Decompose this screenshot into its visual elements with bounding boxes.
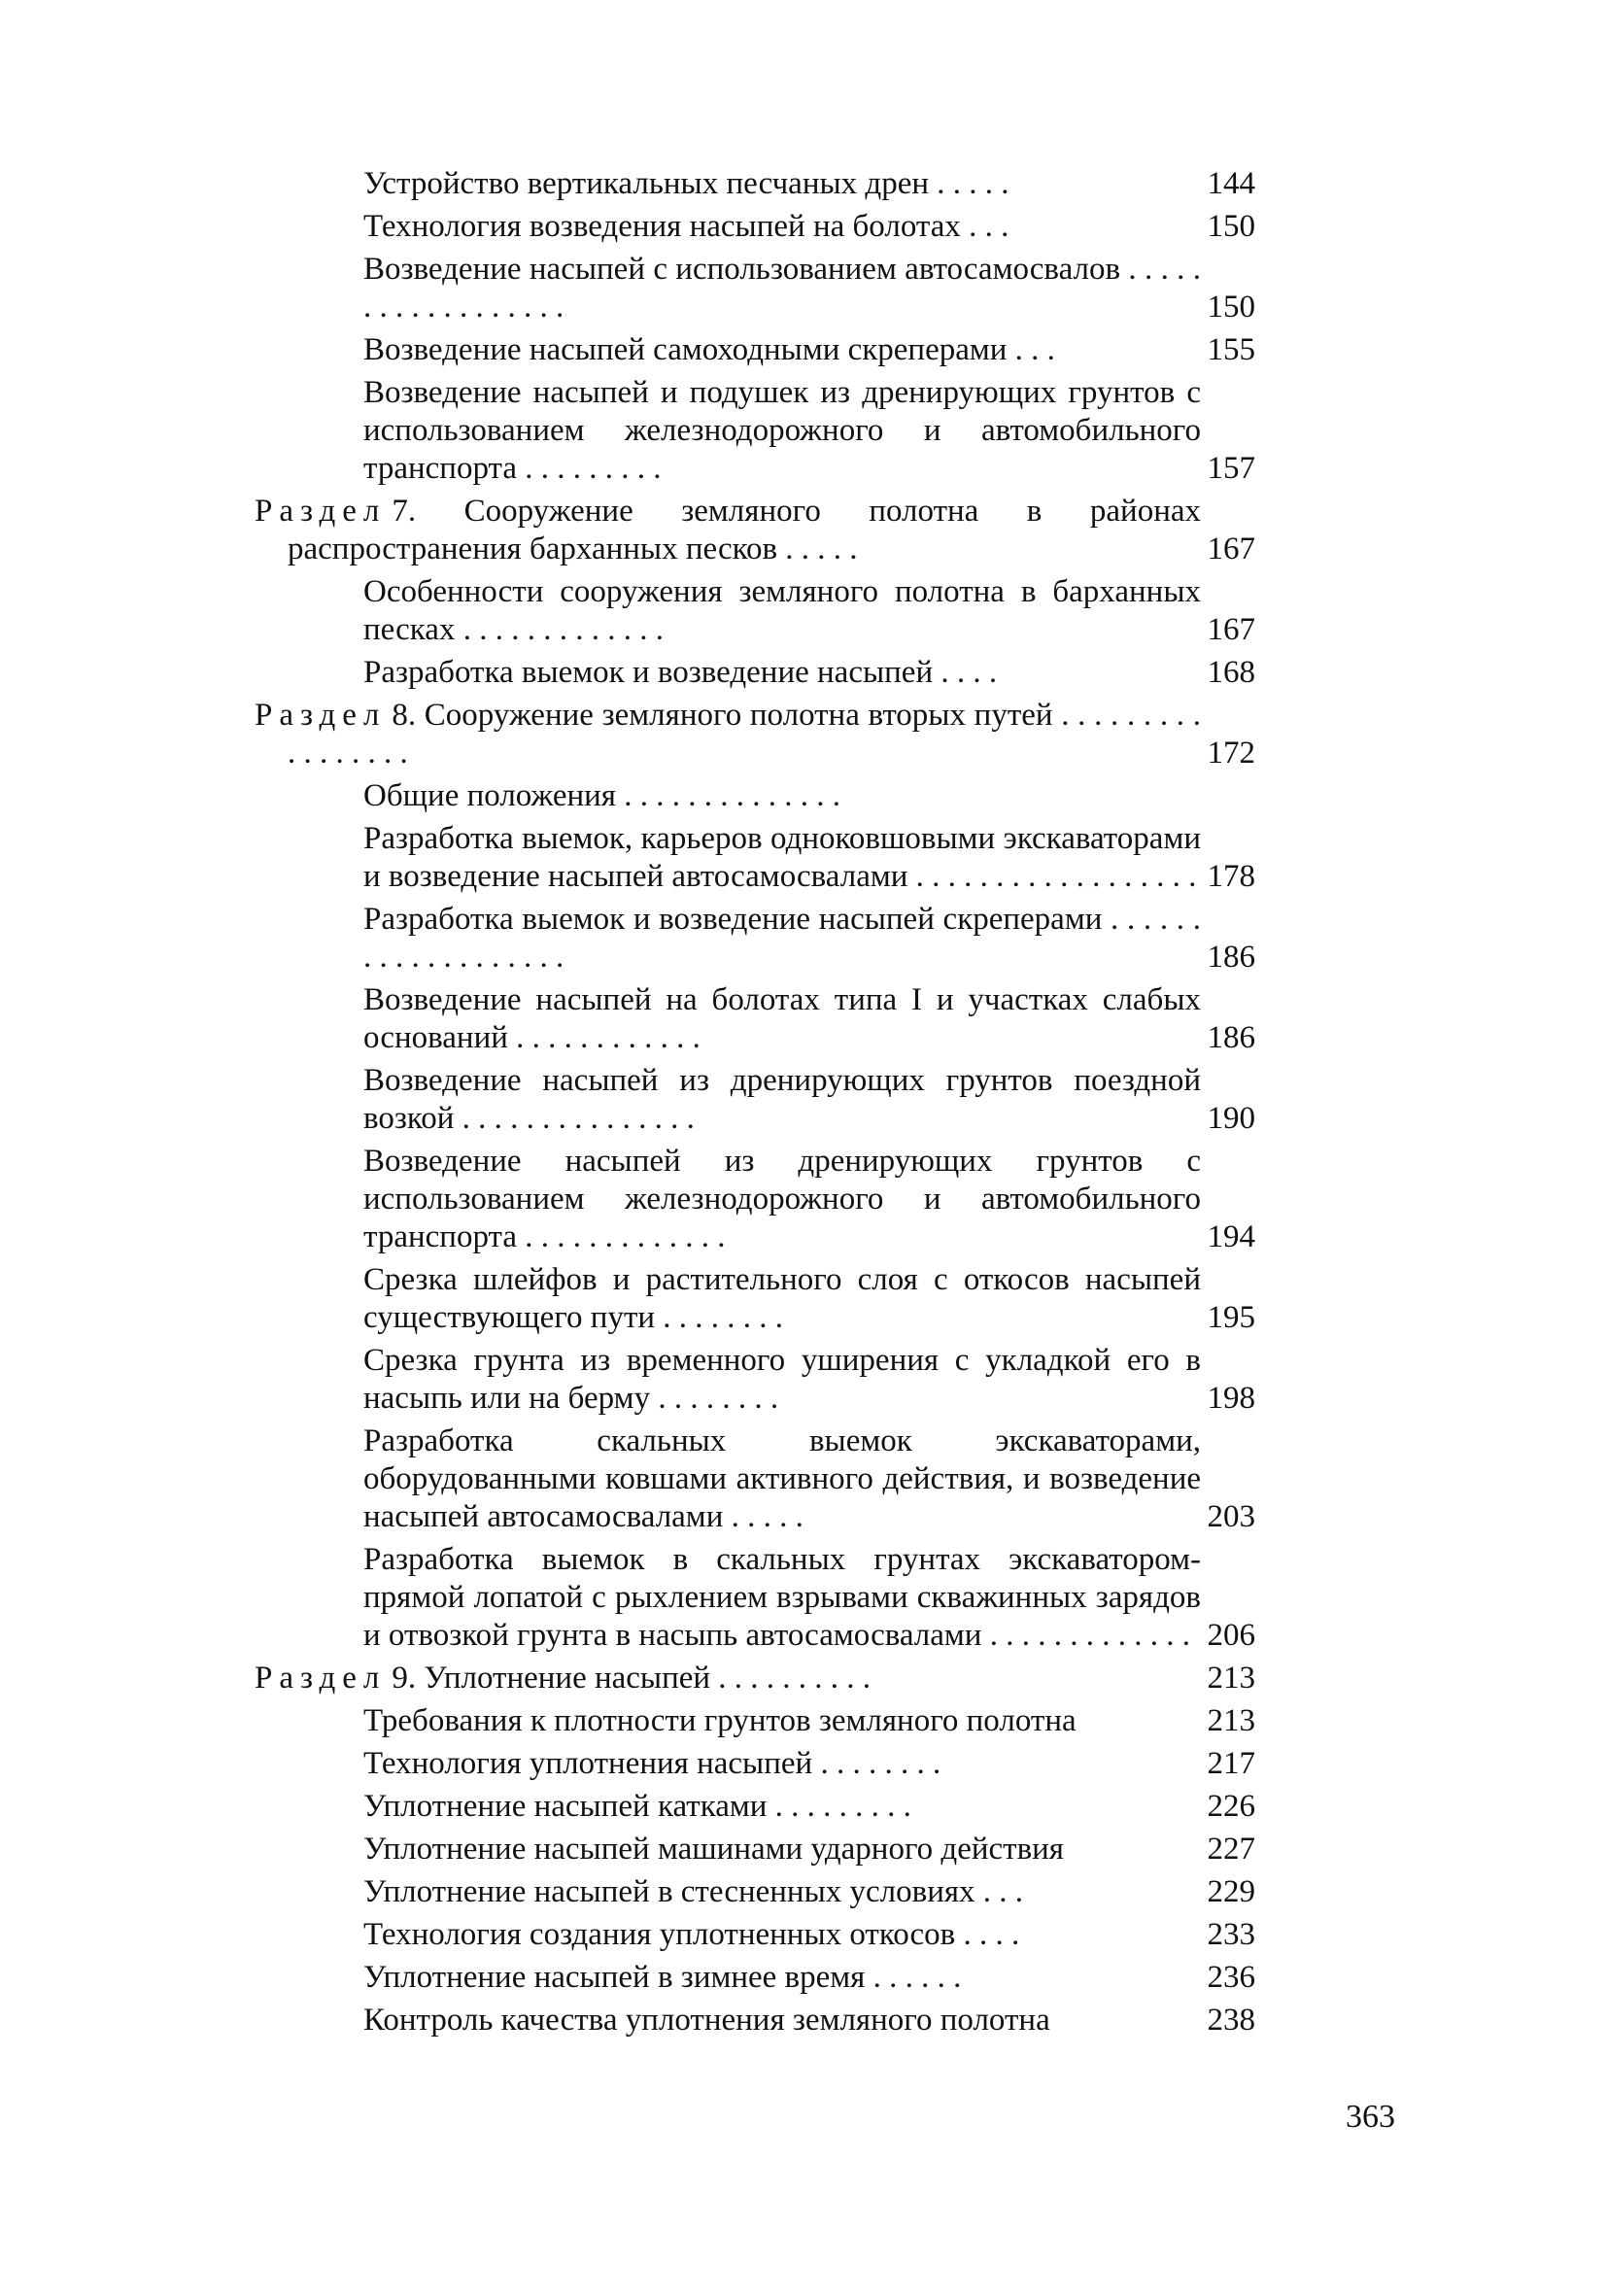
toc-entry — [255, 981, 1255, 1057]
toc-entry — [255, 1959, 1255, 1997]
toc-entry — [255, 165, 1255, 203]
toc-page-number: 178 — [1207, 859, 1255, 894]
toc-entry-title: Разработка выемок и возведение насыпей скреперами . . . . . . . . . . . . . . . . . . . — [363, 902, 1201, 975]
toc-entry — [255, 251, 1255, 326]
toc-entry — [255, 208, 1255, 246]
toc-section-title — [255, 493, 1201, 568]
toc-section-title — [255, 1660, 1201, 1697]
toc-entry-title: Возведение насыпей с использованием автосамосвалов . . . . . . . . . . . . . . . . . . — [363, 252, 1201, 325]
toc-entry-title: Контроль качества уплотнения земляного полотна — [363, 2003, 1050, 2038]
toc-entry — [255, 1916, 1255, 1954]
toc-page-number: 168 — [1207, 655, 1255, 690]
toc-entry — [255, 1702, 1255, 1740]
toc-entry-title: Возведение насыпей и подушек из дренирующих грунтов с использованием железнодорожного и автомобильного транспорта . . . . . . . . . — [363, 375, 1201, 486]
toc-page-number: 229 — [1207, 1874, 1255, 1909]
toc-page-number: 194 — [1207, 1219, 1255, 1254]
toc-entry-title: Разработка скальных выемок экскаваторами, оборудованными ковшами активного действия, и возведение насыпей автосамосвалами . . . . . — [363, 1423, 1201, 1534]
toc-entry — [255, 1745, 1255, 1783]
page-number: 363 — [1346, 2099, 1395, 2135]
toc-page-number: 198 — [1207, 1381, 1255, 1416]
toc-section-title — [255, 697, 1201, 772]
toc-entry-title: Уплотнение насыпей катками . . . . . . . . . — [363, 1789, 911, 1824]
toc-entry-title: Технология возведения насыпей на болотах . . . — [363, 209, 1009, 244]
section-label: Раздел — [255, 494, 387, 529]
toc-page-number: 233 — [1207, 1917, 1255, 1952]
toc-entry-title: Разработка выемок в скальных грунтах экскаватором-прямой лопатой с рыхлением взрывами скважинных зарядов и отвозкой грунта в насыпь автосамосвалами . . . . . . . . . . . . . — [363, 1542, 1201, 1653]
toc-section-entry — [255, 697, 1255, 772]
toc-page-number: 150 — [1207, 209, 1255, 244]
toc-entry — [255, 1062, 1255, 1138]
toc-entry — [255, 1831, 1255, 1868]
toc-page-number: 226 — [1207, 1789, 1255, 1824]
toc-page-number: 206 — [1207, 1618, 1255, 1653]
toc-section-entry — [255, 1660, 1255, 1697]
toc-entry — [255, 820, 1255, 896]
toc-page-number: 227 — [1207, 1832, 1255, 1867]
toc-entry-title: Разработка выемок, карьеров одноковшовыми экскаваторами и возведение насыпей автосамосвалами . . . . . . . . . . . . . . . . . . — [363, 821, 1201, 894]
section-label: Раздел — [255, 1661, 387, 1696]
toc-section-entry — [255, 493, 1255, 568]
toc-page-number: 186 — [1207, 1020, 1255, 1055]
toc-entry — [255, 1873, 1255, 1911]
toc-page-number: 144 — [1207, 166, 1255, 201]
toc-page-number: 236 — [1207, 1960, 1255, 1995]
toc-entry-title: Уплотнение насыпей в стесненных условиях . . . — [363, 1874, 1024, 1909]
toc-entry — [255, 777, 1255, 815]
toc-entry-title: Возведение насыпей на болотах типа I и участках слабых оснований . . . . . . . . . . . . — [363, 982, 1201, 1055]
toc-entry-title: Уплотнение насыпей в зимнее время . . . . . . — [363, 1960, 962, 1995]
toc-entry — [255, 654, 1255, 692]
toc-page-number: 217 — [1207, 1746, 1255, 1781]
toc-entry-title: Технология уплотнения насыпей . . . . . . . . — [363, 1746, 941, 1781]
toc-page-number: 238 — [1207, 2003, 1255, 2038]
toc-entry-title: Общие положения . . . . . . . . . . . . . . — [363, 778, 840, 813]
toc-entry — [255, 374, 1255, 488]
toc-page-number: 213 — [1207, 1661, 1255, 1696]
toc-entry-title: Срезка шлейфов и растительного слоя с откосов насыпей существующего пути . . . . . . . . — [363, 1262, 1201, 1335]
toc-entry-title: Особенности сооружения земляного полотна в барханных песках . . . . . . . . . . . . . — [363, 574, 1201, 647]
toc-entry-title: Срезка грунта из временного уширения с укладкой его в насыпь или на берму . . . . . . . . — [363, 1343, 1201, 1416]
toc-entry — [255, 2002, 1255, 2039]
toc-entry-title: Требования к плотности грунтов земляного полотна — [363, 1703, 1077, 1738]
toc-entry-title: Возведение насыпей из дренирующих грунтов поездной возкой . . . . . . . . . . . . . . . — [363, 1063, 1201, 1136]
toc-page-number: 195 — [1207, 1300, 1255, 1335]
table-of-contents — [255, 165, 1255, 2044]
toc-page-number: 186 — [1207, 940, 1255, 975]
section-title-text: 8. Сооружение земляного полотна вторых путей . . . . . . . . . . . . . . . . . — [288, 698, 1201, 771]
section-title-text: 7. Сооружение земляного полотна в районах распространения барханных песков . . . . . — [288, 494, 1201, 566]
toc-entry — [255, 573, 1255, 649]
toc-page-number: 213 — [1207, 1703, 1255, 1738]
toc-page-number: 203 — [1207, 1499, 1255, 1534]
toc-page-number: 167 — [1207, 531, 1255, 566]
toc-entry-title: Уплотнение насыпей машинами ударного действия — [363, 1832, 1064, 1867]
toc-page-number: 150 — [1207, 290, 1255, 325]
toc-entry — [255, 1788, 1255, 1826]
section-label: Раздел — [255, 698, 387, 733]
toc-entry — [255, 1342, 1255, 1418]
section-title-text: 9. Уплотнение насыпей . . . . . . . . . . — [392, 1661, 872, 1696]
toc-entry-title: Возведение насыпей самоходными скреперами . . . — [363, 332, 1055, 367]
toc-page-number: 155 — [1207, 332, 1255, 367]
toc-entry-title: Разработка выемок и возведение насыпей . . . . — [363, 655, 998, 690]
toc-entry — [255, 1143, 1255, 1256]
toc-entry-title: Возведение насыпей из дренирующих грунтов с использованием железнодорожного и автомобильного транспорта . . . . . . . . . . . . . — [363, 1144, 1201, 1254]
toc-page-number: 167 — [1207, 612, 1255, 647]
toc-entry-title: Технология создания уплотненных откосов . . . . — [363, 1917, 1020, 1952]
toc-page-number: 190 — [1207, 1101, 1255, 1136]
toc-entry — [255, 331, 1255, 369]
toc-entry — [255, 1261, 1255, 1337]
toc-entry-title: Устройство вертикальных песчаных дрен . . . . . — [363, 166, 1009, 201]
toc-entry — [255, 1422, 1255, 1536]
toc-page-number: 172 — [1207, 736, 1255, 771]
toc-page-number: 157 — [1207, 451, 1255, 486]
toc-entry — [255, 901, 1255, 977]
toc-entry — [255, 1541, 1255, 1655]
